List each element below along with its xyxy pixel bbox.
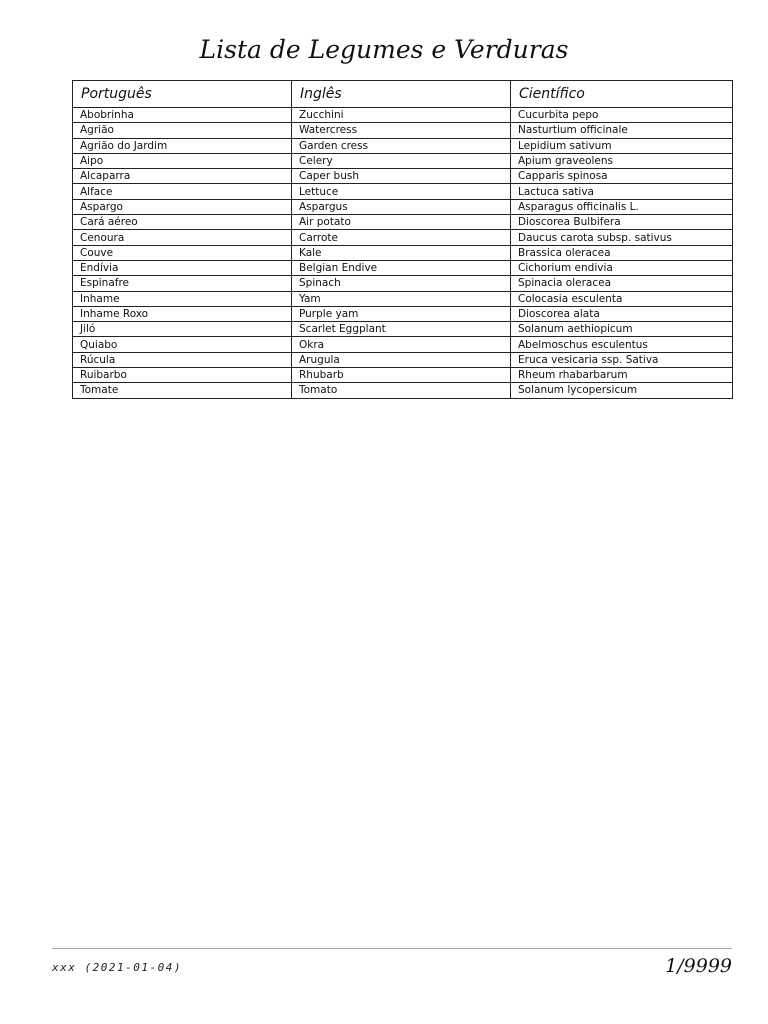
cell-scientific: Asparagus officinalis L.: [511, 199, 733, 214]
cell-english: Lettuce: [292, 184, 511, 199]
cell-portuguese: Tomate: [73, 383, 292, 398]
cell-scientific: Abelmoschus esculentus: [511, 337, 733, 352]
cell-portuguese: Agrião: [73, 123, 292, 138]
cell-scientific: Colocasia esculenta: [511, 291, 733, 306]
cell-english: Kale: [292, 245, 511, 260]
cell-scientific: Dioscorea Bulbifera: [511, 215, 733, 230]
cell-scientific: Solanum aethiopicum: [511, 322, 733, 337]
cell-scientific: Capparis spinosa: [511, 169, 733, 184]
footer-document-id: xxx (2021-01-04): [52, 961, 182, 974]
table-row: [73, 108, 733, 123]
table-row: [73, 153, 733, 168]
cell-portuguese: Inhame: [73, 291, 292, 306]
cell-portuguese: Abobrinha: [73, 108, 292, 123]
cell-english: Celery: [292, 153, 511, 168]
cell-portuguese: Inhame Roxo: [73, 306, 292, 321]
cell-english: Tomato: [292, 383, 511, 398]
column-header-portuguese: Português: [73, 81, 292, 108]
table-row: [73, 169, 733, 184]
cell-scientific: Eruca vesicaria ssp. Sativa: [511, 352, 733, 367]
cell-scientific: Cucurbita pepo: [511, 108, 733, 123]
cell-scientific: Apium graveolens: [511, 153, 733, 168]
cell-portuguese: Alface: [73, 184, 292, 199]
table-body: [73, 108, 733, 399]
cell-english: Zucchini: [292, 108, 511, 123]
page-number: 1/9999: [665, 955, 732, 977]
cell-scientific: Spinacia oleracea: [511, 276, 733, 291]
cell-portuguese: Alcaparra: [73, 169, 292, 184]
cell-english: Watercress: [292, 123, 511, 138]
cell-portuguese: Quiabo: [73, 337, 292, 352]
cell-scientific: Lepidium sativum: [511, 138, 733, 153]
cell-scientific: Dioscorea alata: [511, 306, 733, 321]
footer-divider: [52, 948, 732, 949]
cell-english: Caper bush: [292, 169, 511, 184]
cell-scientific: Cichorium endivia: [511, 260, 733, 275]
cell-portuguese: Rúcula: [73, 352, 292, 367]
cell-scientific: Daucus carota subsp. sativus: [511, 230, 733, 245]
cell-portuguese: Aipo: [73, 153, 292, 168]
document-title: Lista de Legumes e Verduras: [199, 35, 569, 64]
cell-english: Garden cress: [292, 138, 511, 153]
cell-portuguese: Agrião do Jardim: [73, 138, 292, 153]
table-row: [73, 260, 733, 275]
cell-scientific: Brassica oleracea: [511, 245, 733, 260]
cell-english: Rhubarb: [292, 368, 511, 383]
table-row: [73, 230, 733, 245]
table-row: [73, 276, 733, 291]
cell-english: Belgian Endive: [292, 260, 511, 275]
cell-portuguese: Aspargo: [73, 199, 292, 214]
cell-english: Spinach: [292, 276, 511, 291]
table-row: [73, 352, 733, 367]
table-row: [73, 123, 733, 138]
table-row: [73, 138, 733, 153]
cell-portuguese: Endívia: [73, 260, 292, 275]
cell-scientific: Solanum lycopersicum: [511, 383, 733, 398]
cell-english: Purple yam: [292, 306, 511, 321]
table-row: [73, 199, 733, 214]
table-row: [73, 245, 733, 260]
cell-english: Scarlet Eggplant: [292, 322, 511, 337]
cell-english: Arugula: [292, 352, 511, 367]
vegetables-table: [72, 80, 733, 399]
cell-english: Okra: [292, 337, 511, 352]
column-header-english: Inglês: [292, 81, 511, 108]
cell-portuguese: Cará aéreo: [73, 215, 292, 230]
cell-scientific: Rheum rhabarbarum: [511, 368, 733, 383]
cell-portuguese: Couve: [73, 245, 292, 260]
table-row: [73, 322, 733, 337]
table-row: [73, 306, 733, 321]
cell-portuguese: Ruibarbo: [73, 368, 292, 383]
cell-english: Aspargus: [292, 199, 511, 214]
table-row: [73, 383, 733, 398]
table-row: [73, 291, 733, 306]
cell-english: Air potato: [292, 215, 511, 230]
table-row: [73, 368, 733, 383]
cell-portuguese: Cenoura: [73, 230, 292, 245]
cell-english: Yam: [292, 291, 511, 306]
cell-portuguese: Espinafre: [73, 276, 292, 291]
column-header-scientific: Científico: [511, 81, 733, 108]
cell-scientific: Nasturtium officinale: [511, 123, 733, 138]
cell-english: Carrote: [292, 230, 511, 245]
cell-portuguese: Jiló: [73, 322, 292, 337]
table-row: [73, 337, 733, 352]
cell-scientific: Lactuca sativa: [511, 184, 733, 199]
table-row: [73, 184, 733, 199]
table-row: [73, 215, 733, 230]
table-header-row: [73, 81, 733, 108]
